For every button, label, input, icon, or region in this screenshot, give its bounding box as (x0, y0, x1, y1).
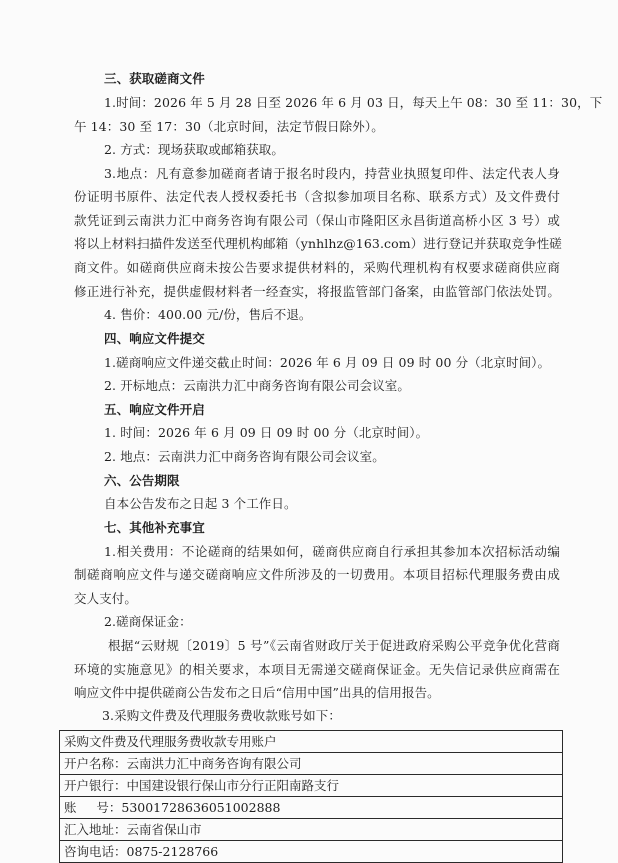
section-3-place-line-3: 款凭证到云南洪力汇中商务咨询有限公司（保山市隆阳区永昌街道高桥小区 3 号）或 (74, 213, 560, 228)
table-cell: 账 号：53001728636051002888 (60, 797, 563, 819)
section-3-heading: 三、获取磋商文件 (104, 71, 205, 86)
section-7-deposit-label: 2.磋商保证金： (104, 614, 192, 629)
section-3-place-line-1: 3.地点：凡有意参加磋商者请于报名时段内，持营业执照复印件、法定代表人身 (104, 166, 560, 181)
section-5-heading: 五、响应文件开启 (104, 402, 205, 417)
account-table (59, 730, 563, 863)
section-7-fees-line-1: 1.相关费用：不论磋商的结果如何，磋商供应商自行承担其参加本次招标活动编 (104, 544, 560, 559)
section-3-method: 2. 方式：现场获取或邮箱获取。 (104, 142, 285, 157)
table-cell: 采购文件费及代理服务费收款专用账户 (60, 731, 563, 753)
table-cell: 汇入地址：云南省保山市 (60, 819, 563, 841)
section-7-fees-line-3: 交人支付。 (74, 591, 138, 606)
section-7-fees-line-2: 制磋商响应文件与递交磋商响应文件所涉及的一切费用。本项目招标代理服务费由成 (74, 567, 560, 582)
section-7-deposit-line-1: 根据“云财规〔2019〕5 号”《云南省财政厅关于促进政府采购公平竞争优化营商 (108, 638, 560, 653)
section-3-price: 4. 售价：400.00 元/份，售后不退。 (104, 307, 312, 322)
table-row (60, 797, 563, 819)
section-7-deposit-line-2: 环境的实施意见》的相关要求，本项目无需递交磋商保证金。无失信记录供应商需在 (74, 662, 560, 677)
section-3-time-line-1: 1.时间：2026 年 5 月 28 日至 2026 年 6 月 03 日，每天上午 08：30 至 11：30，下 (104, 95, 603, 110)
table-row (60, 753, 563, 775)
section-3-place-line-6: 修正进行补充，提供虚假材料者一经查实，将报监管部门备案，由监管部门依法处罚。 (74, 284, 560, 299)
section-3-time-line-2: 午 14：30 至 17：30（北京时间，法定节假日除外）。 (74, 119, 384, 134)
section-5-place: 2. 地点：云南洪力汇中商务咨询有限公司会议室。 (104, 449, 385, 464)
table-row (60, 841, 563, 863)
table-cell: 开户名称：云南洪力汇中商务咨询有限公司 (60, 753, 563, 775)
table-row (60, 819, 563, 841)
section-4-deadline: 1.磋商响应文件递交截止时间：2026 年 6 月 09 日 09 时 00 分（北京时间）。 (104, 355, 551, 370)
section-3-place-line-2: 份证明书原件、法定代表人授权委托书（含拟参加项目名称、联系方式）及文件费付 (74, 189, 560, 204)
section-3-place-line-4: 将以上材料扫描件发送至代理机构邮箱（ynhlhz@163.com）进行登记并获取竞争性磋 (74, 236, 562, 251)
section-4-opening-place: 2. 开标地点：云南洪力汇中商务咨询有限公司会议室。 (104, 378, 411, 393)
table-cell: 开户银行：中国建设银行保山市分行正阳南路支行 (60, 775, 563, 797)
section-4-heading: 四、响应文件提交 (104, 331, 205, 346)
section-7-heading: 七、其他补充事宜 (104, 520, 205, 535)
section-6-period: 自本公告发布之日起 3 个工作日。 (104, 496, 297, 511)
section-6-heading: 六、公告期限 (104, 473, 180, 488)
table-row (60, 731, 563, 753)
section-5-time: 1. 时间：2026 年 6 月 09 日 09 时 00 分（北京时间）。 (104, 425, 429, 440)
section-3-place-line-5: 商文件。如磋商供应商未按公告要求提供材料的，采购代理机构有权要求磋商供应商 (74, 260, 560, 275)
section-7-deposit-line-3: 响应文件中提供磋商公告发布之日后“信用中国”出具的信用报告。 (74, 685, 440, 700)
table-cell: 咨询电话：0875-2128766 (60, 841, 563, 863)
section-7-account-intro: 3.采购文件费及代理服务费收款账号如下： (102, 708, 341, 723)
table-row (60, 775, 563, 797)
